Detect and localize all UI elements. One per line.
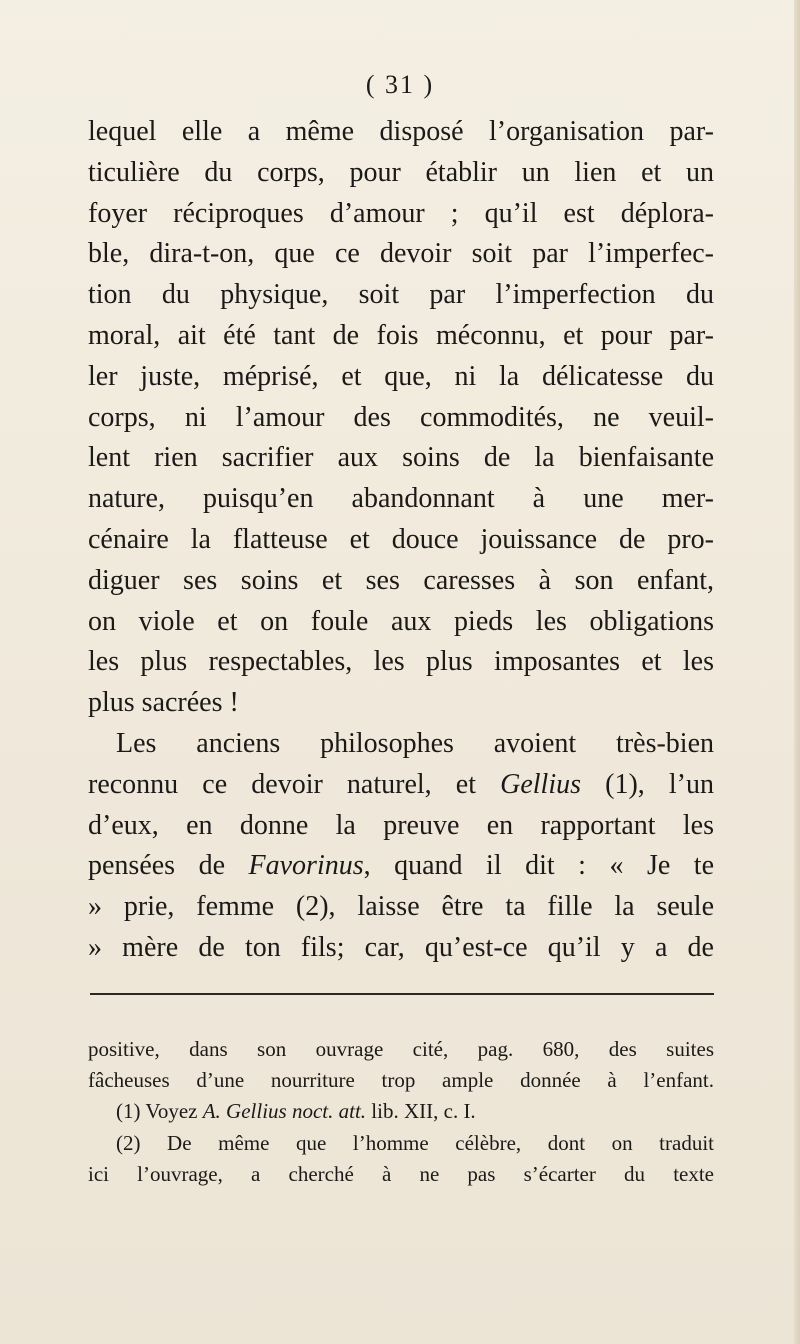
- text-line: ticulière du corps, pour établir un lien et un: [88, 156, 714, 188]
- paragraph-line: d’eux, en donne la preuve en rapportant les: [88, 809, 714, 841]
- paragraph-line: [88, 765, 714, 806]
- footnote-line: fâcheuses d’une nourriture trop ample donnée à l’enfant.: [88, 1068, 714, 1093]
- footnote-line: positive, dans son ouvrage cité, pag. 680, des suites: [88, 1037, 714, 1061]
- text-line: plus sacrées !: [88, 687, 239, 719]
- author-name-favorinus: Favorinus: [248, 850, 364, 882]
- footnotes: [88, 1034, 714, 1190]
- paragraph-line: » prie, femme (2), laisse être ta fille la seule: [88, 891, 714, 923]
- paragraph-line: [88, 724, 714, 765]
- footnote-2: [88, 1128, 714, 1159]
- paragraph-line: [88, 846, 714, 887]
- page-edge: [794, 0, 800, 1344]
- text-line: cénaire la flatteuse et douce jouissance de pro-: [88, 523, 714, 555]
- text-segment: pensées de: [88, 850, 249, 882]
- text-line: corps, ni l’amour des commodités, ne veuil-: [88, 401, 714, 433]
- paragraph-start: Les anciens philosophes avoient très-bien: [116, 727, 714, 759]
- paragraph-line: » mère de ton fils; car, qu’est-ce qu’il y a de: [88, 931, 714, 963]
- text-line: tion du physique, soit par l’imperfection du: [88, 279, 714, 311]
- footnote-1: [88, 1096, 714, 1127]
- text-line: les plus respectables, les plus imposantes et les: [88, 646, 714, 678]
- footnote-rule: [90, 993, 714, 995]
- footnote-text: (2) De même que l’homme célèbre, dont on traduit: [116, 1130, 714, 1155]
- footnote-line: ici l’ouvrage, a cherché à ne pas s’écarter du texte: [88, 1161, 714, 1186]
- main-text: [88, 112, 714, 969]
- text-line: ler juste, méprisé, et que, ni la délicatesse du: [88, 360, 714, 392]
- text-line: nature, puisqu’en abandonnant à une mer-: [88, 483, 714, 515]
- text-segment: , quand il dit : « Je te: [363, 850, 714, 882]
- page-number: ( 31 ): [365, 70, 435, 99]
- text-line: on viole et on foule aux pieds les obligations: [88, 605, 714, 637]
- text-line: moral, ait été tant de fois méconnu, et pour par-: [88, 319, 714, 351]
- author-name-gellius: Gellius: [500, 768, 581, 800]
- text-segment: (1), l’un: [581, 768, 714, 800]
- text-line: foyer réciproques d’amour ; qu’il est déplora-: [88, 197, 714, 229]
- text-line: diguer ses soins et ses caresses à son enfant,: [88, 564, 714, 596]
- footnote-reference: A. Gellius noct. att.: [202, 1099, 367, 1124]
- text-line: lequel elle a même disposé l’organisation par-: [88, 116, 714, 147]
- text-line: ble, dira-t-on, que ce devoir soit par l’imperfec-: [88, 238, 714, 270]
- text-segment: reconnu ce devoir naturel, et: [88, 768, 501, 800]
- text-segment: lib. XII, c. I.: [366, 1099, 476, 1124]
- footnote-marker: (1) Voyez: [116, 1099, 203, 1124]
- text-line: lent rien sacrifier aux soins de la bienfaisante: [88, 442, 714, 474]
